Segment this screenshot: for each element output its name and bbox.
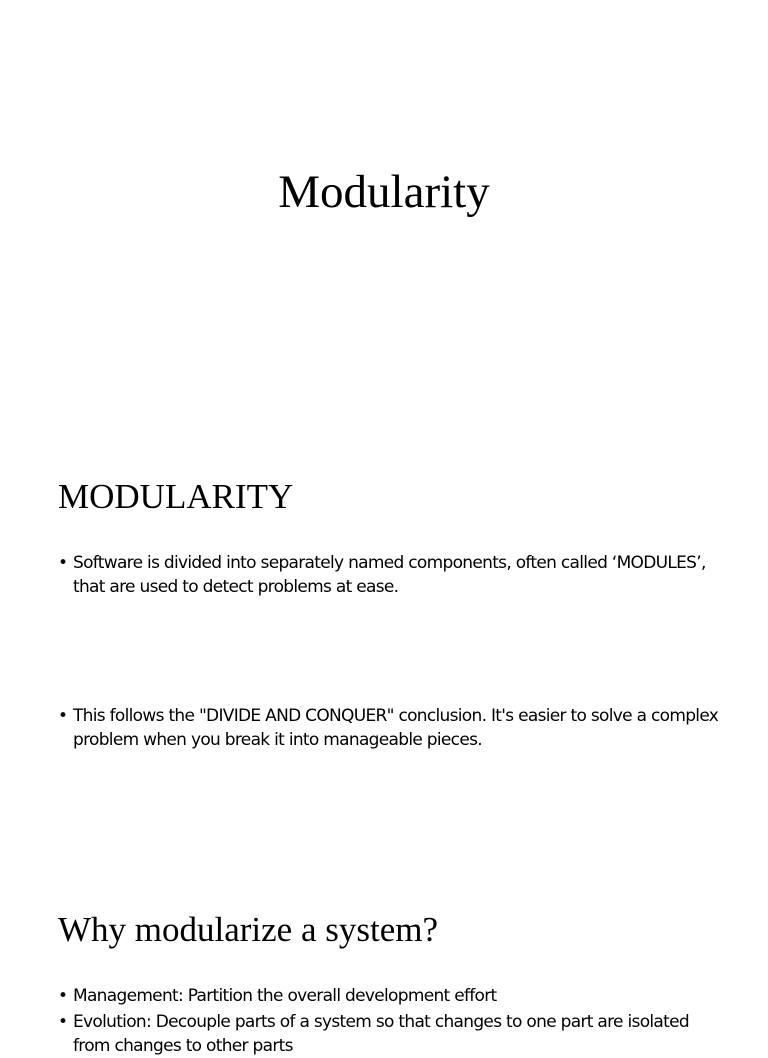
slide-title [0,0,768,432]
slide-heading: MODULARITY [58,477,294,516]
bullet-item: • Software is divided into separately named components, often called ‘MODULES’, that are used to detect problems at ease. [58,551,723,599]
slide-why-modularize [0,864,768,1056]
slide-heading: Why modularize a system? [58,910,439,949]
bullet-item: • Evolution: Decouple parts of a system so that changes to one part are isolated from changes to other parts [58,1010,723,1058]
bullet-item: • Management: Partition the overall development effort [58,984,723,1008]
slide-modularity [0,432,768,864]
slide-title-text: Modularity [278,166,490,218]
bullet-item: • This follows the "DIVIDE AND CONQUER" conclusion. It's easier to solve a complex problem when you break it into manageable pieces. [58,704,723,752]
